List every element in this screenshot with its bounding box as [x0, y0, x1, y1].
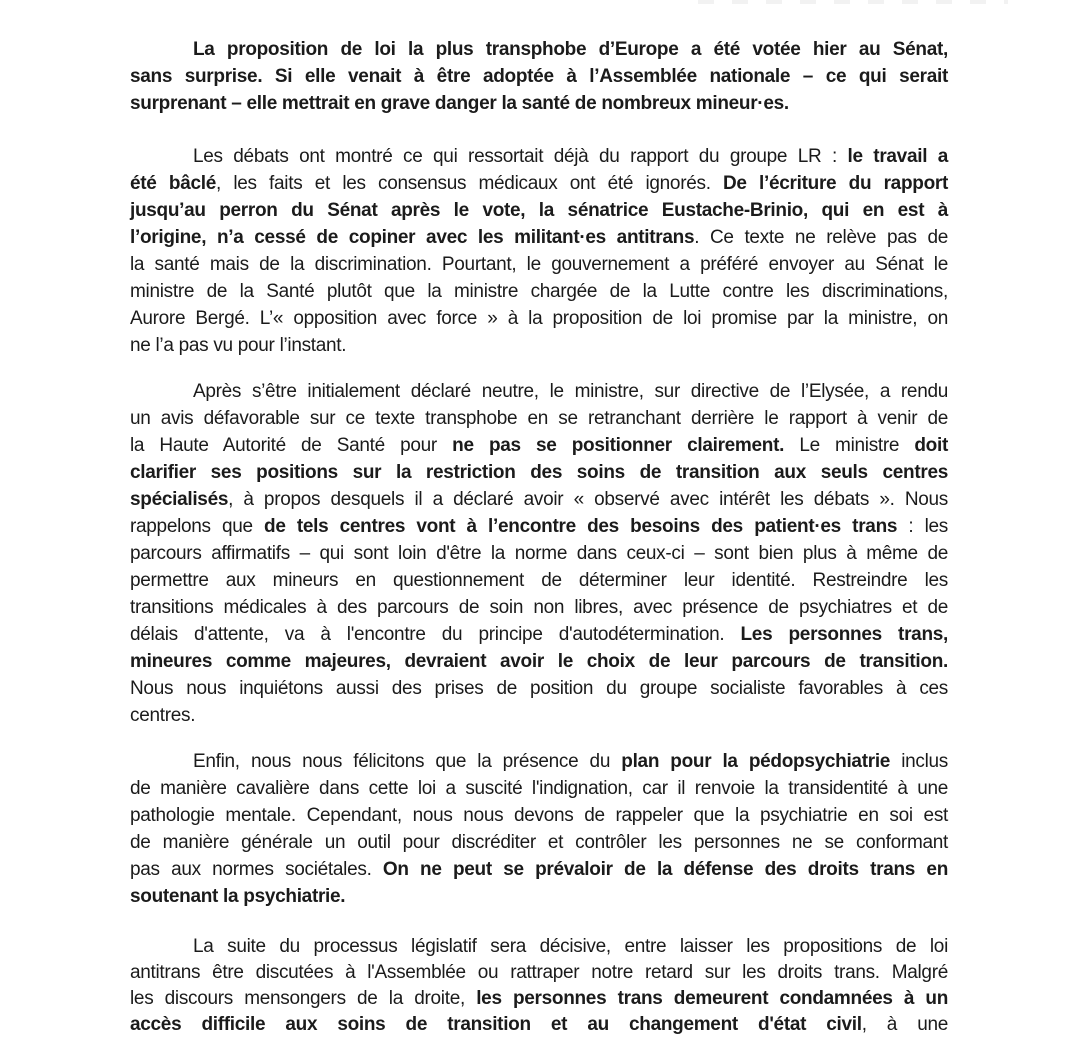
text-line — [130, 278, 948, 305]
text-line — [130, 567, 948, 594]
text-line — [130, 251, 948, 278]
text-run: de manière générale un outil pour discréditer et contrôler les personnes ne se conformant — [130, 832, 948, 853]
text-run: La suite du processus législatif sera décisive, entre laisser les propositions de loi — [193, 936, 948, 957]
text-run: pathologie mentale. Cependant, nous nous devons de rappeler que la psychiatrie en soi est — [130, 805, 948, 826]
text-run: rappelons que — [130, 516, 265, 537]
text-run: un avis défavorable sur ce texte transphobe en se retranchant derrière le rapport à venir de — [130, 408, 948, 429]
text-run: centres. — [130, 705, 196, 726]
bold-text-run: Les personnes trans, — [740, 624, 948, 645]
text-line — [130, 856, 948, 883]
text-line — [130, 63, 948, 90]
text-run: Nous nous inquiétons aussi des prises de position du groupe socialiste favorables à ces — [130, 678, 948, 699]
text-run: parcours affirmatifs – qui sont loin d'être la norme dans ceux-ci – sont bien plus à même de — [130, 543, 948, 564]
text-run: , les faits et les consensus médicaux ont été ignorés. — [216, 173, 724, 194]
text-line — [130, 432, 948, 459]
bold-text-run: de tels centres vont à l’encontre des besoins des patient·es trans — [264, 516, 898, 537]
text-run: ministre de la Santé plutôt que la ministre chargée de la Lutte contre les discriminations, — [130, 281, 948, 302]
text-run: , à propos desquels il a déclaré avoir « observé avec intérêt les débats ». Nous — [228, 489, 948, 510]
text-line — [130, 305, 948, 332]
text-run: Le ministre — [784, 435, 915, 456]
text-run: antitrans être discutées à l'Assemblée ou rattraper notre retard sur les droits trans. Malgré — [130, 962, 948, 983]
text-line — [130, 883, 948, 910]
bold-text-run: On ne peut se prévaloir de la défense des droits trans en — [382, 859, 948, 880]
document-body — [130, 36, 948, 1038]
bold-text-run: doit — [914, 435, 948, 456]
text-run: ne l’a pas vu pour l’instant. — [130, 335, 347, 356]
text-line — [130, 197, 948, 224]
text-run: : les — [897, 516, 948, 537]
bold-text-run: le travail a — [847, 146, 948, 167]
bold-text-run: sans surprise. Si elle venait à être adoptée à l’Assemblée nationale – ce qui serait — [130, 66, 948, 87]
text-run: délais d'attente, va à l'encontre du principe d'autodétermination. — [130, 624, 741, 645]
text-line — [130, 332, 948, 359]
bold-text-run: l’origine, n’a cessé de copiner avec les militant·es antitrans — [130, 227, 695, 248]
text-run: . Ce texte ne relève pas de — [694, 227, 949, 248]
text-run: permettre aux mineurs en questionnement de déterminer leur identité. Restreindre les — [130, 570, 948, 591]
text-line — [130, 986, 948, 1012]
text-line — [130, 829, 948, 856]
text-run: inclus — [890, 751, 949, 772]
bold-text-run: mineures comme majeures, devraient avoir le choix de leur parcours de transition. — [130, 651, 948, 672]
text-run: la Haute Autorité de Santé pour — [130, 435, 453, 456]
text-line — [130, 36, 948, 63]
bold-text-run: ne pas se positionner clairement. — [452, 435, 785, 456]
text-line — [130, 405, 948, 432]
text-line — [130, 540, 948, 567]
text-line — [130, 960, 948, 986]
paragraph — [130, 143, 948, 359]
paragraph — [130, 934, 948, 1038]
text-run: Les débats ont montré ce qui ressortait déjà du rapport du groupe LR : — [193, 146, 848, 167]
bold-text-run: De l’écriture du rapport — [723, 173, 948, 194]
text-line — [130, 621, 948, 648]
text-line — [130, 459, 948, 486]
text-line — [130, 513, 948, 540]
bold-text-run: été bâclé — [130, 173, 216, 194]
bold-text-run: clarifier ses positions sur la restriction des soins de transition aux seuls centres — [130, 462, 948, 483]
text-line — [130, 378, 948, 405]
text-run: transitions médicales à des parcours de soin non libres, avec présence de psychiatres et de — [130, 597, 948, 618]
bold-text-run: soutenant la psychiatrie. — [130, 886, 346, 907]
text-line — [130, 594, 948, 621]
text-run: pas aux normes sociétales. — [130, 859, 383, 880]
text-line — [130, 675, 948, 702]
text-line — [130, 775, 948, 802]
text-line — [130, 90, 948, 117]
bold-text-run: surprenant – elle mettrait en grave danger la santé de nombreux mineur·es. — [130, 93, 789, 114]
bold-text-run: La proposition de loi la plus transphobe d’Europe a été votée hier au Sénat, — [193, 39, 948, 60]
text-run: Aurore Bergé. L’« opposition avec force » à la proposition de loi promise par la ministre, on — [130, 308, 948, 329]
bold-text-run: les personnes trans demeurent condamnées à un — [476, 988, 948, 1009]
text-line — [130, 702, 948, 729]
text-line — [130, 802, 948, 829]
text-line — [130, 934, 948, 960]
bold-text-run: plan pour la pédopsychiatrie — [621, 751, 891, 772]
text-run: la santé mais de la discrimination. Pourtant, le gouvernement a préféré envoyer au Sénat le — [130, 254, 948, 275]
text-run: Enfin, nous nous félicitons que la présence du — [193, 751, 622, 772]
text-run: Après s’être initialement déclaré neutre, le ministre, sur directive de l’Elysée, a rendu — [193, 381, 948, 402]
bold-text-run: accès difficile aux soins de transition et au changement d'état civil — [130, 1014, 862, 1035]
clipped-text-fragment — [698, 0, 1008, 4]
paragraph — [130, 36, 948, 117]
text-run: les discours mensongers de la droite, — [130, 988, 477, 1009]
text-line — [130, 1012, 948, 1038]
text-run: , à une — [861, 1014, 948, 1035]
text-line — [130, 486, 948, 513]
text-line — [130, 748, 948, 775]
paragraph — [130, 748, 948, 910]
text-line — [130, 224, 948, 251]
text-line — [130, 143, 948, 170]
bold-text-run: jusqu’au perron du Sénat après le vote, la sénatrice Eustache-Brinio, qui en est à — [130, 200, 948, 221]
bold-text-run: spécialisés — [130, 489, 229, 510]
text-run: de manière cavalière dans cette loi a suscité l'indignation, car il renvoie la transidentité à une — [130, 778, 948, 799]
paragraph — [130, 378, 948, 729]
text-line — [130, 170, 948, 197]
text-line — [130, 648, 948, 675]
